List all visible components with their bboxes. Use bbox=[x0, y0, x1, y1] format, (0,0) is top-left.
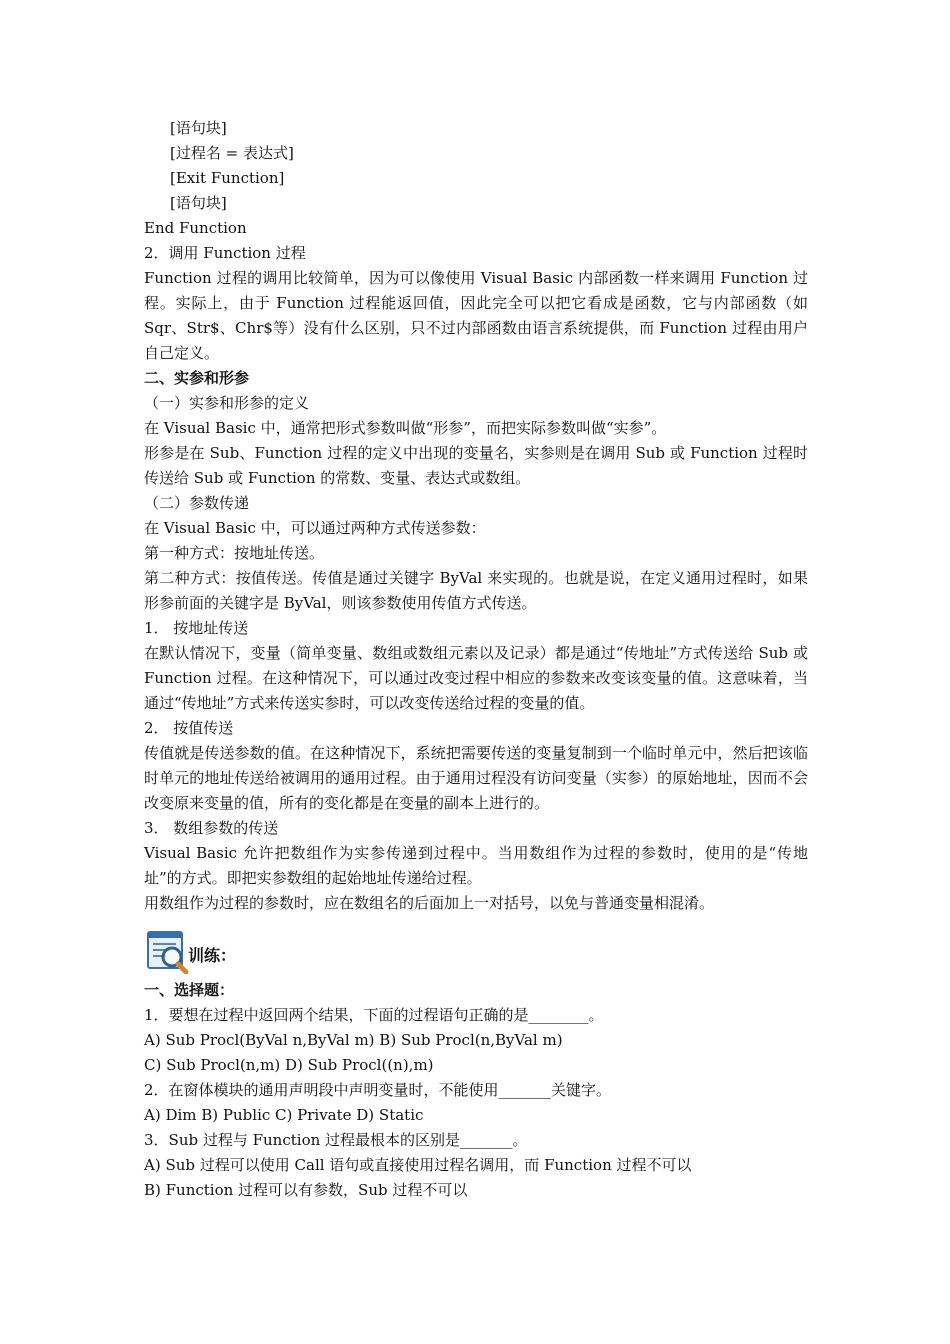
section-heading: 二、实参和形参 bbox=[144, 369, 250, 387]
paragraph: 第一种方式：按地址传送。 bbox=[144, 544, 325, 562]
question-options: A) Sub Procl(ByVal n,ByVal m) B) Sub Procl(n,ByVal m) bbox=[144, 1031, 563, 1049]
question: 1．要想在过程中返回两个结果，下面的过程语句正确的是________。 bbox=[144, 1006, 604, 1024]
question: 3．Sub 过程与 Function 过程最根本的区别是_______。 bbox=[144, 1131, 528, 1149]
training-title: 训练： bbox=[188, 945, 237, 965]
exercise-heading: 一、选择题： bbox=[144, 981, 235, 999]
paragraph: 在 Visual Basic 中，通常把形式参数叫做“形参”，而把实际参数叫做“实参”。 bbox=[144, 419, 667, 437]
question-options: A) Dim B) Public C) Private D) Static bbox=[144, 1106, 424, 1124]
training-header bbox=[144, 928, 808, 976]
code-line: [过程名 = 表达式] bbox=[170, 144, 294, 162]
subsection-heading: （二）参数传递 bbox=[144, 494, 250, 512]
question-option: A) Sub 过程可以使用 Call 语句或直接使用过程名调用，而 Function 过程不可以 bbox=[144, 1156, 692, 1174]
numbered-heading: 3． 数组参数的传送 bbox=[144, 819, 279, 837]
paragraph: 在默认情况下，变量（简单变量、数组或数组元素以及记录）都是通过“传地址”方式传送给 Sub 或 Function 过程。在这种情况下，可以通过改变过程中相应的参数来改变该变量的值。这意味着，当通过“传地址”方式来传送实参时，可以改变传送给过程的变量的值。 bbox=[144, 644, 808, 712]
code-line: [语句块] bbox=[170, 194, 227, 212]
numbered-heading: 1． 按地址传送 bbox=[144, 619, 249, 637]
question-option: B) Function 过程可以有参数，Sub 过程不可以 bbox=[144, 1181, 468, 1199]
code-line: [Exit Function] bbox=[170, 169, 285, 187]
section-heading: 2．调用 Function 过程 bbox=[144, 244, 306, 262]
paragraph: 传值就是传送参数的值。在这种情况下，系统把需要传送的变量复制到一个临时单元中，然后把该临时单元的地址传送给被调用的通用过程。由于通用过程没有访问变量（实参）的原始地址，因而不会改变原来变量的值，所有的变化都是在变量的副本上进行的。 bbox=[144, 744, 808, 812]
paragraph: 形参是在 Sub、Function 过程的定义中出现的变量名，实参则是在调用 Sub 或 Function 过程时传送给 Sub 或 Function 的常数、变量、表达式或数组。 bbox=[144, 444, 808, 487]
question: 2．在窗体模块的通用声明段中声明变量时，不能使用_______关键字。 bbox=[144, 1081, 612, 1099]
paragraph: 第二种方式：按值传送。传值是通过关键字 ByVal 来实现的。也就是说，在定义通用过程时，如果形参前面的关键字是 ByVal，则该参数使用传值方式传送。 bbox=[144, 569, 808, 612]
paragraph: Visual Basic 允许把数组作为实参传递到过程中。当用数组作为过程的参数时，使用的是“传地址”的方式。即把实参数组的起始地址传递给过程。 bbox=[144, 844, 808, 887]
document-page bbox=[144, 116, 808, 1203]
paragraph: Function 过程的调用比较简单，因为可以像使用 Visual Basic 内部函数一样来调用 Function 过程。实际上，由于 Function 过程能返回值，因此完全可以把它看成是函数，它与内部函数（如 Sqr、Str$、Chr$等）没有什么区别，只不过内部函数由语言系统提供，而 Function 过程由用户自己定义。 bbox=[144, 269, 808, 362]
numbered-heading: 2． 按值传送 bbox=[144, 719, 234, 737]
code-line: End Function bbox=[144, 219, 247, 237]
code-line: [语句块] bbox=[170, 119, 227, 137]
magnifier-document-icon bbox=[146, 930, 190, 974]
question-options: C) Sub Procl(n,m) D) Sub Procl((n),m) bbox=[144, 1056, 434, 1074]
subsection-heading: （一）实参和形参的定义 bbox=[144, 394, 310, 412]
paragraph: 用数组作为过程的参数时，应在数组名的后面加上一对括号，以免与普通变量相混淆。 bbox=[144, 894, 715, 912]
paragraph: 在 Visual Basic 中，可以通过两种方式传送参数： bbox=[144, 519, 486, 537]
